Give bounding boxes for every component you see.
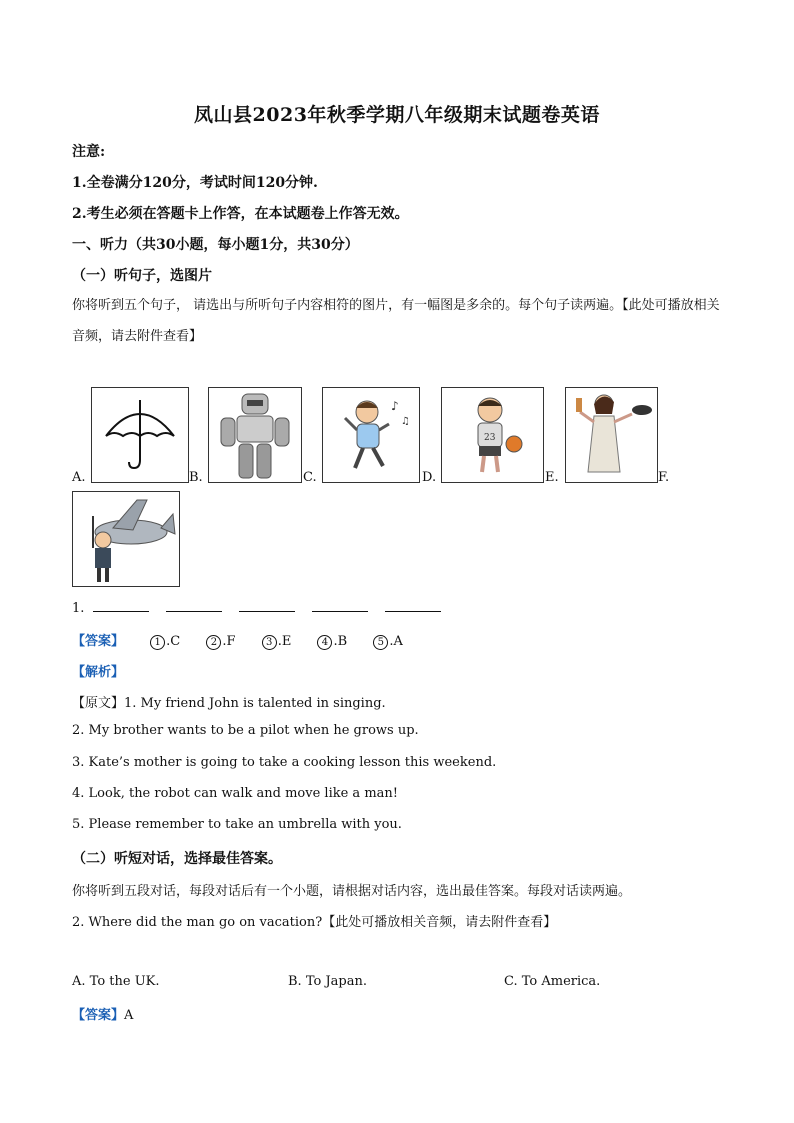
original-tag: 【原文】 (72, 696, 125, 711)
option-b[interactable]: B. To Japan. (288, 974, 367, 989)
transcript-text: 1. My friend John is talented in singing. (124, 696, 386, 711)
question-2: 2. Where did the man go on vacation?【此处可播放相关音频，请去附件查看】 (72, 915, 557, 930)
cooking-woman-image (565, 387, 658, 483)
answer-blank[interactable] (239, 599, 295, 612)
option-c[interactable]: C. To America. (504, 974, 601, 989)
picture-label-f: F. (658, 470, 670, 485)
svg-text:♫: ♫ (401, 416, 410, 427)
basketball-player-icon (442, 388, 543, 482)
answer-blank[interactable] (312, 599, 368, 612)
answer-blank[interactable] (166, 599, 222, 612)
notice-heading: 注意: (72, 144, 106, 160)
notice-item-2: 2.考生必须在答题卡上作答，在本试题卷上作答无效。 (72, 206, 409, 222)
answer-tag: 【答案】 (72, 1008, 125, 1023)
page-title: 凤山县2023年秋季学期八年级期末试题卷英语 (194, 104, 600, 126)
answer-number: 3 (262, 635, 277, 650)
transcript-line-1 (72, 692, 386, 711)
transcript-line-2: 2. My brother wants to be a pilot when he grows up. (72, 723, 419, 738)
picture-label-e: E. (545, 470, 559, 485)
part1-answers: 【答案】 1 .C 2 .F 3 .E 4 .B 5 .A (72, 634, 403, 649)
plane-icon (73, 492, 179, 586)
part2-answer (72, 1004, 133, 1023)
answer-number: 5 (373, 635, 388, 650)
notice-item-1: 1.全卷满分120分，考试时间120分钟. (72, 175, 318, 191)
picture-label-d: D. (422, 470, 437, 485)
transcript-line-3: 3. Kate’s mother is going to take a cooking lesson this weekend. (72, 755, 497, 770)
answer-blanks-row (72, 599, 458, 616)
option-a[interactable]: A. To the UK. (72, 974, 160, 989)
part1-heading: （一）听句子，选图片 (72, 268, 212, 284)
answer-blank[interactable] (93, 599, 149, 612)
picture-label-b: B. (189, 470, 203, 485)
answer-value: B (337, 634, 348, 649)
question-number: 1. (72, 601, 85, 616)
umbrella-image (91, 387, 189, 483)
part2-heading: （二）听短对话，选择最佳答案。 (72, 851, 282, 867)
picture-label-a: A. (72, 470, 86, 485)
transcript-line-4: 4. Look, the robot can walk and move like a man! (72, 786, 398, 801)
answer-blank[interactable] (385, 599, 441, 612)
singing-boy-image (322, 387, 420, 483)
analysis-tag: 【解析】 (72, 665, 125, 680)
umbrella-icon (92, 388, 188, 482)
picture-label-c: C. (303, 470, 317, 485)
answer-number: 1 (150, 635, 165, 650)
singer-icon (323, 388, 419, 482)
basketball-boy-image (441, 387, 544, 483)
transcript-line-5: 5. Please remember to take an umbrella with you. (72, 817, 402, 832)
answer-value: F (226, 634, 236, 649)
svg-text:23: 23 (484, 433, 496, 443)
cook-icon (566, 388, 657, 482)
answer-number: 4 (317, 635, 332, 650)
answer-number: 2 (206, 635, 221, 650)
answer-value: E (281, 634, 292, 649)
robot-image (208, 387, 302, 483)
part2-instruction: 你将听到五段对话，每段对话后有一个小题，请根据对话内容，选出最佳答案。每段对话读两遍。 (72, 884, 632, 899)
answer-value: C (170, 634, 181, 649)
part1-instruction: 你将听到五个句子， 请选出与所听句子内容相符的图片，有一幅图是多余的。每个句子读两遍。【此处可播放相关音频，请去附件查看】 (72, 298, 720, 344)
answer-value: A (393, 634, 403, 649)
answer-value: A (124, 1008, 134, 1023)
answer-tag: 【答案】 (72, 634, 125, 649)
svg-text:♪: ♪ (391, 399, 399, 413)
section-heading-listening: 一、听力（共30小题，每小题1分，共30分） (72, 237, 359, 253)
pilot-plane-image (72, 491, 180, 587)
robot-icon (209, 388, 301, 482)
